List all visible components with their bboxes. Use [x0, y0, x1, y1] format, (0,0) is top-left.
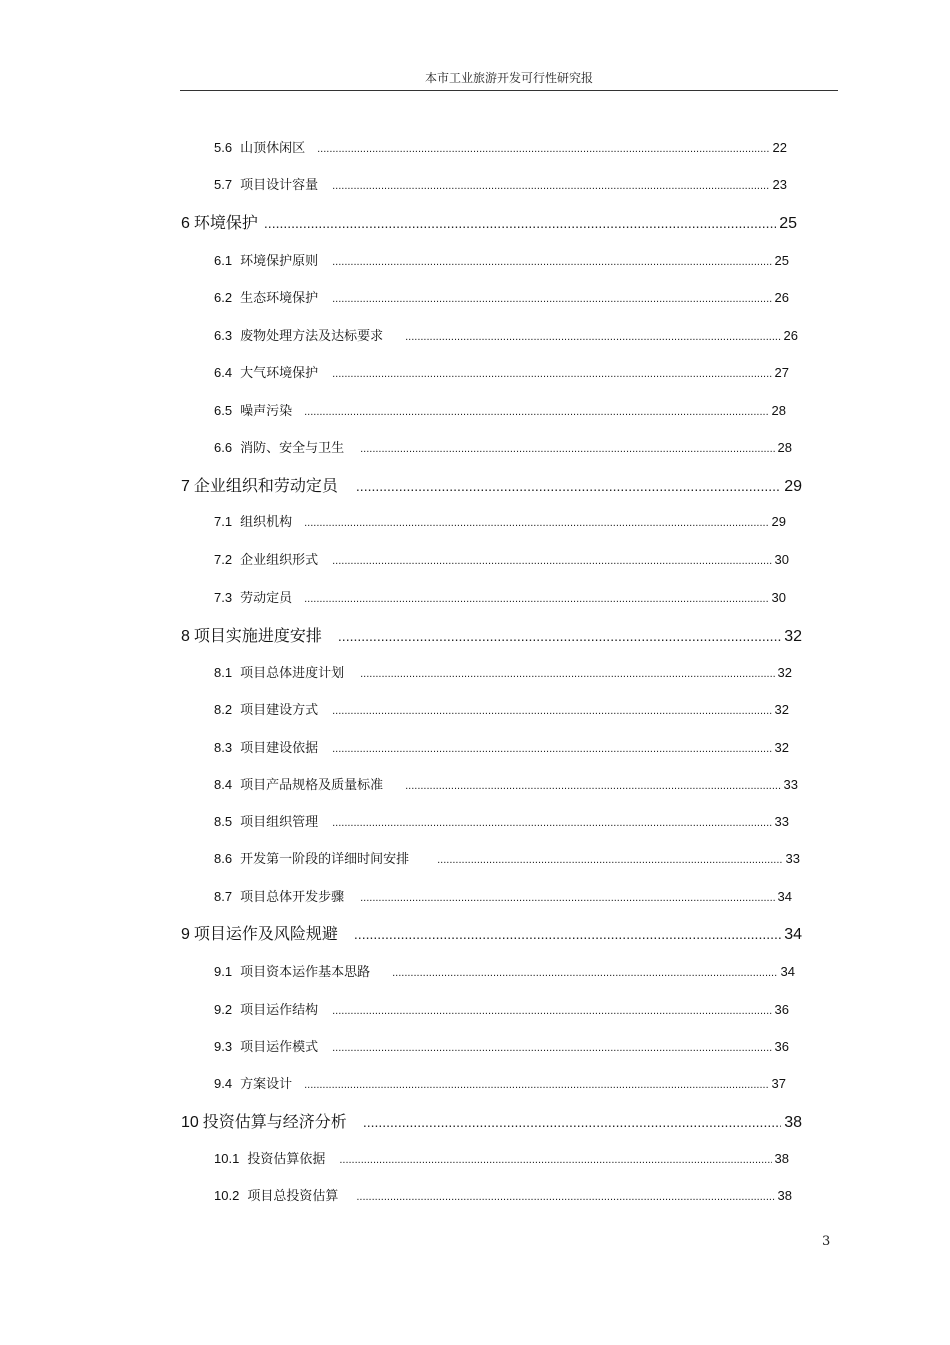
- toc-leader-dots: [360, 665, 774, 683]
- toc-number: 7.1: [214, 514, 233, 529]
- toc-leader-dots: [360, 440, 774, 458]
- toc-leader-dots: [339, 1151, 771, 1169]
- toc-number: 8.4: [214, 777, 233, 792]
- page-number: 3: [822, 1234, 831, 1249]
- toc-number: 6.2: [214, 290, 233, 305]
- toc-entry[interactable]: [214, 701, 789, 720]
- toc-entry[interactable]: [214, 1001, 789, 1020]
- toc-leader-dots: [264, 213, 776, 233]
- toc-page-number: 38: [784, 1114, 802, 1131]
- toc-title: 项目组织管理: [240, 814, 319, 829]
- toc-page-number: 23: [772, 177, 787, 192]
- toc-title: 消防、安全与卫生: [240, 440, 345, 455]
- toc-title: 开发第一阶段的详细时间安排: [240, 851, 410, 866]
- toc-number: 5.7: [214, 177, 233, 192]
- toc-leader-dots: [332, 290, 771, 308]
- toc-number: 9.1: [214, 964, 233, 979]
- toc-number: 8.6: [214, 851, 233, 866]
- toc-leader-dots: [304, 514, 768, 532]
- toc-page-number: 30: [774, 552, 789, 567]
- toc-title: 方案设计: [240, 1076, 293, 1091]
- toc-number: 8.7: [214, 889, 233, 904]
- toc-chapter[interactable]: [181, 626, 802, 647]
- toc-leader-dots: [338, 626, 781, 646]
- toc-number: 6.6: [214, 440, 233, 455]
- toc-entry[interactable]: [214, 1075, 786, 1094]
- toc-page-number: 25: [779, 215, 797, 232]
- toc-page-number: 28: [771, 403, 786, 418]
- toc-title: 企业组织和劳动定员: [193, 478, 338, 495]
- toc-chapter[interactable]: [181, 213, 797, 234]
- toc-entry[interactable]: [214, 1150, 789, 1169]
- toc-title: 项目总投资估算: [247, 1188, 339, 1203]
- toc-page-number: 36: [774, 1002, 789, 1017]
- toc-title: 项目运作结构: [240, 1002, 319, 1017]
- toc-page-number: 27: [774, 365, 789, 380]
- toc-number: 8.1: [214, 665, 233, 680]
- toc-title: 项目建设方式: [240, 702, 319, 717]
- toc-entry[interactable]: [214, 364, 789, 383]
- toc-number: 6.3: [214, 328, 233, 343]
- toc-leader-dots: [317, 140, 769, 158]
- toc-entry[interactable]: [214, 813, 789, 832]
- toc-number: 9.4: [214, 1076, 233, 1091]
- toc-title: 劳动定员: [240, 590, 293, 605]
- toc-number: 5.6: [214, 140, 233, 155]
- toc-leader-dots: [332, 740, 771, 758]
- toc-page-number: 32: [784, 628, 802, 645]
- toc-leader-dots: [332, 1039, 771, 1057]
- toc-number: 9: [181, 926, 190, 943]
- toc-title: 噪声污染: [240, 403, 293, 418]
- toc-title: 项目运作及风险规避: [193, 926, 338, 943]
- toc-leader-dots: [332, 253, 771, 271]
- toc-entry[interactable]: [214, 739, 789, 758]
- toc-number: 8.2: [214, 702, 233, 717]
- toc-title: 组织机构: [240, 514, 293, 529]
- toc-title: 废物处理方法及达标要求: [240, 328, 384, 343]
- toc-entry[interactable]: [214, 776, 798, 795]
- toc-title: 大气环境保护: [240, 365, 319, 380]
- toc-title: 环境保护原则: [240, 253, 319, 268]
- toc-entry[interactable]: [214, 551, 789, 570]
- toc-leader-dots: [332, 814, 771, 832]
- toc-page-number: 28: [777, 440, 792, 455]
- toc-page-number: 33: [785, 851, 800, 866]
- toc-number: 7: [181, 478, 190, 495]
- toc-number: 10: [181, 1114, 199, 1131]
- toc-leader-dots: [332, 552, 771, 570]
- toc-title: 投资估算依据: [247, 1151, 326, 1166]
- toc-leader-dots: [405, 328, 780, 346]
- toc-number: 6.1: [214, 253, 233, 268]
- toc-entry[interactable]: [214, 664, 792, 683]
- toc-title: 项目设计容量: [240, 177, 319, 192]
- toc-title: 投资估算与经济分析: [202, 1114, 347, 1131]
- toc-title: 企业组织形式: [240, 552, 319, 567]
- toc-page-number: 22: [772, 140, 787, 155]
- toc-leader-dots: [332, 177, 769, 195]
- toc-entry[interactable]: [214, 888, 792, 907]
- toc-number: 6.4: [214, 365, 233, 380]
- toc-number: 6: [181, 215, 190, 232]
- toc-leader-dots: [332, 702, 771, 720]
- toc-leader-dots: [304, 1076, 768, 1094]
- toc-entry[interactable]: [214, 289, 789, 308]
- toc-entry[interactable]: [214, 963, 795, 982]
- toc-page-number: 29: [771, 514, 786, 529]
- toc-page-number: 32: [777, 665, 792, 680]
- toc-entry[interactable]: [214, 1187, 792, 1206]
- toc-leader-dots: [356, 476, 781, 496]
- toc-page-number: 37: [771, 1076, 786, 1091]
- toc-leader-dots: [392, 964, 777, 982]
- toc-number: 6.5: [214, 403, 233, 418]
- toc-entry[interactable]: [214, 327, 798, 346]
- toc-number: 7.2: [214, 552, 233, 567]
- toc-number: 8: [181, 628, 190, 645]
- toc-entry[interactable]: [214, 1038, 789, 1057]
- toc-page-number: 26: [774, 290, 789, 305]
- toc-page-number: 29: [784, 478, 802, 495]
- toc-chapter[interactable]: [181, 476, 802, 497]
- toc-title: 项目总体进度计划: [240, 665, 345, 680]
- toc-leader-dots: [437, 851, 782, 869]
- toc-title: 项目资本运作基本思路: [240, 964, 371, 979]
- toc-entry[interactable]: [214, 439, 792, 458]
- toc-entry[interactable]: [214, 589, 786, 608]
- toc-title: 项目产品规格及质量标准: [240, 777, 384, 792]
- toc-title: 项目实施进度安排: [193, 628, 322, 645]
- toc-chapter[interactable]: [181, 1112, 802, 1133]
- header-title: 本市工业旅游开发可行性研究报: [424, 71, 593, 85]
- toc-page-number: 26: [783, 328, 798, 343]
- toc-leader-dots: [354, 924, 781, 944]
- toc-page-number: 34: [777, 889, 792, 904]
- toc-entry[interactable]: [214, 402, 786, 421]
- toc-page-number: 30: [771, 590, 786, 605]
- toc-entry[interactable]: [214, 252, 789, 271]
- toc-title: 生态环境保护: [240, 290, 319, 305]
- toc-entry[interactable]: [214, 513, 786, 532]
- toc-number: 8.3: [214, 740, 233, 755]
- toc-number: 9.3: [214, 1039, 233, 1054]
- toc-page-number: 33: [774, 814, 789, 829]
- toc-leader-dots: [332, 1002, 771, 1020]
- toc-entry[interactable]: [214, 139, 787, 158]
- toc-title: 项目运作模式: [240, 1039, 319, 1054]
- toc-title: 山顶休闲区: [240, 140, 306, 155]
- toc-number: 10.1: [214, 1151, 240, 1166]
- toc-leader-dots: [304, 590, 768, 608]
- toc-entry[interactable]: [214, 850, 800, 869]
- toc-page-number: 32: [774, 702, 789, 717]
- toc-number: 9.2: [214, 1002, 233, 1017]
- toc-leader-dots: [304, 403, 768, 421]
- toc-entry[interactable]: [214, 176, 787, 195]
- toc-leader-dots: [360, 889, 774, 907]
- header-rule: [180, 90, 838, 91]
- toc-page-number: 36: [774, 1039, 789, 1054]
- toc-title: 项目建设依据: [240, 740, 319, 755]
- toc-page-number: 32: [774, 740, 789, 755]
- toc-page-number: 34: [780, 964, 795, 979]
- toc-leader-dots: [356, 1188, 774, 1206]
- toc-page-number: 38: [774, 1151, 789, 1166]
- toc-chapter[interactable]: [181, 924, 802, 945]
- toc-number: 10.2: [214, 1188, 240, 1203]
- toc-leader-dots: [363, 1112, 781, 1132]
- toc-leader-dots: [332, 365, 771, 383]
- toc-page-number: 38: [777, 1188, 792, 1203]
- toc-page-number: 25: [774, 253, 789, 268]
- toc-title: 环境保护: [193, 215, 258, 232]
- toc-number: 7.3: [214, 590, 233, 605]
- toc-title: 项目总体开发步骤: [240, 889, 345, 904]
- toc-number: 8.5: [214, 814, 233, 829]
- toc-page-number: 33: [783, 777, 798, 792]
- toc-leader-dots: [405, 777, 780, 795]
- toc-page-number: 34: [784, 926, 802, 943]
